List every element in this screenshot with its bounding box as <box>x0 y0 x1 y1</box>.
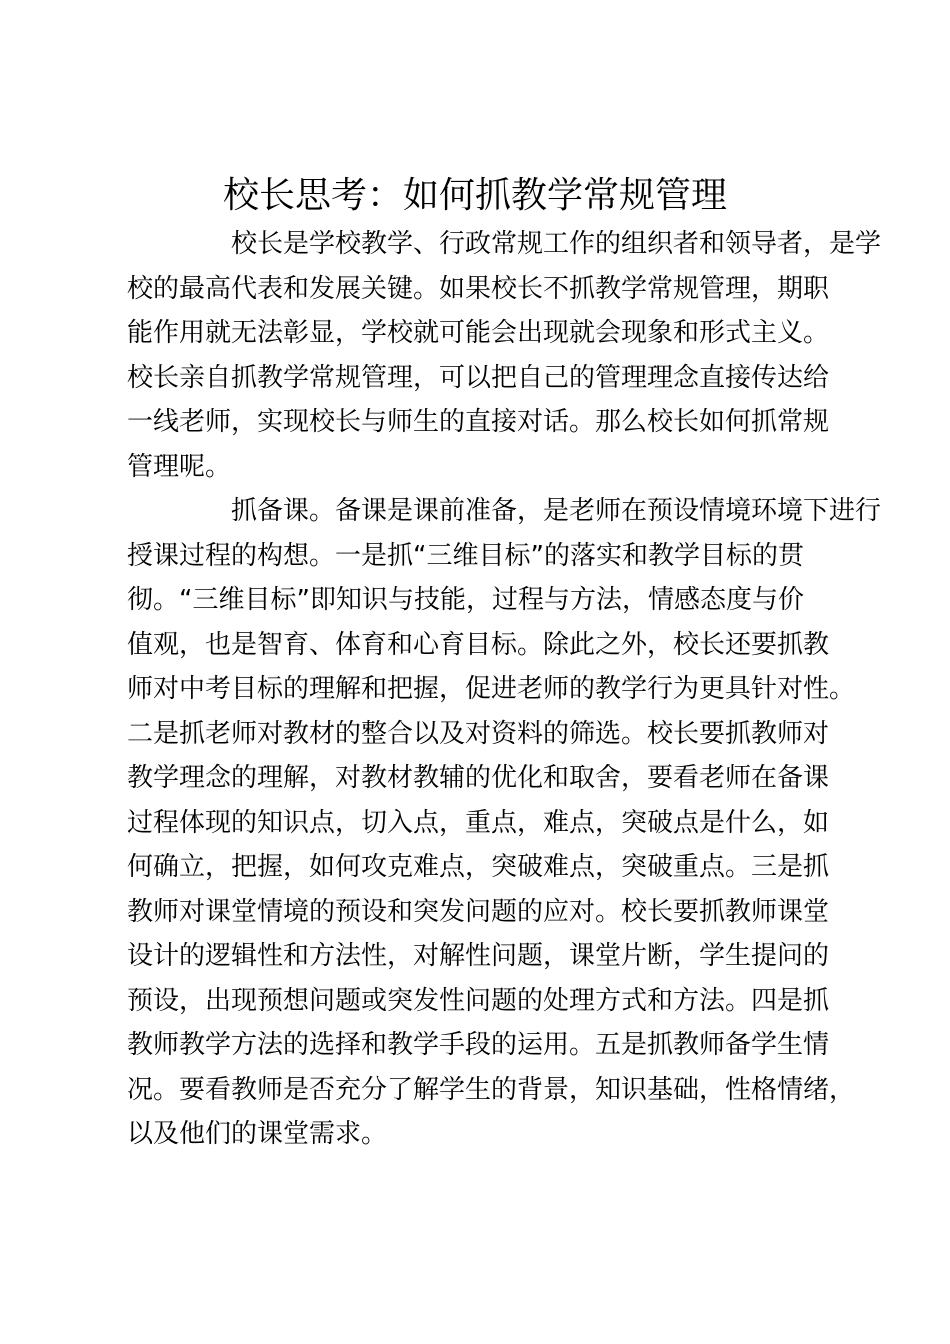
paragraph-line: 过程体现的知识点，切入点，重点，难点，突破点是什么，如 <box>127 807 830 838</box>
paragraph-line: 教学理念的理解，对教材教辅的优化和取舍，要看老师在备课 <box>127 763 830 793</box>
paragraph-line: 何确立，把握，如何攻克难点，突破难点，突破重点。三是抓 <box>127 852 830 882</box>
paragraph-2 <box>127 489 882 1157</box>
paragraph-1 <box>127 222 882 489</box>
paragraph-line: 教师对课堂情境的预设和突发问题的应对。校长要抓教师课堂 <box>127 896 830 927</box>
paragraph-line: 值观，也是智育、体育和心育目标。除此之外，校长还要抓教 <box>127 629 830 660</box>
paragraph-line: 校长是学校教学、行政常规工作的组织者和领导者，是学 <box>231 229 882 259</box>
paragraph-line: 二是抓老师对教材的整合以及对资料的筛选。校长要抓教师对 <box>127 718 830 749</box>
paragraph-line: 校的最高代表和发展关键。如果校长不抓教学常规管理，期职 <box>127 273 830 304</box>
paragraph-line: 抓备课。备课是课前准备，是老师在预设情境环境下进行 <box>231 496 882 526</box>
document-title: 校长思考：如何抓教学常规管理 <box>222 175 727 216</box>
paragraph-line: 彻。“三维目标”即知识与技能，过程与方法，情感态度与价 <box>127 585 804 615</box>
paragraph-line: 况。要看教师是否充分了解学生的背景，知识基础，性格情绪， <box>127 1074 856 1105</box>
paragraph-line: 预设，出现预想问题或突发性问题的处理方式和方法。四是抓 <box>127 985 830 1016</box>
paragraph-line: 以及他们的课堂需求。 <box>127 1119 388 1149</box>
paragraph-line: 授课过程的构想。一是抓“三维目标”的落实和教学目标的贯 <box>127 540 804 571</box>
paragraph-line: 校长亲自抓教学常规管理，可以把自己的管理理念直接传达给 <box>127 362 830 393</box>
paragraph-line: 师对中考目标的理解和把握，促进老师的教学行为更具针对性。 <box>127 674 856 704</box>
paragraph-line: 能作用就无法彰显，学校就可能会出现就会现象和形式主义。 <box>127 318 830 348</box>
paragraph-line: 教师教学方法的选择和教学手段的运用。五是抓教师备学生情 <box>127 1030 830 1060</box>
paragraph-line: 一线老师，实现校长与师生的直接对话。那么校长如何抓常规 <box>127 407 830 437</box>
paragraph-line: 设计的逻辑性和方法性，对解性问题，课堂片断，学生提问的 <box>127 941 830 971</box>
document-body <box>127 222 882 1157</box>
paragraph-line: 管理呢。 <box>127 451 232 482</box>
